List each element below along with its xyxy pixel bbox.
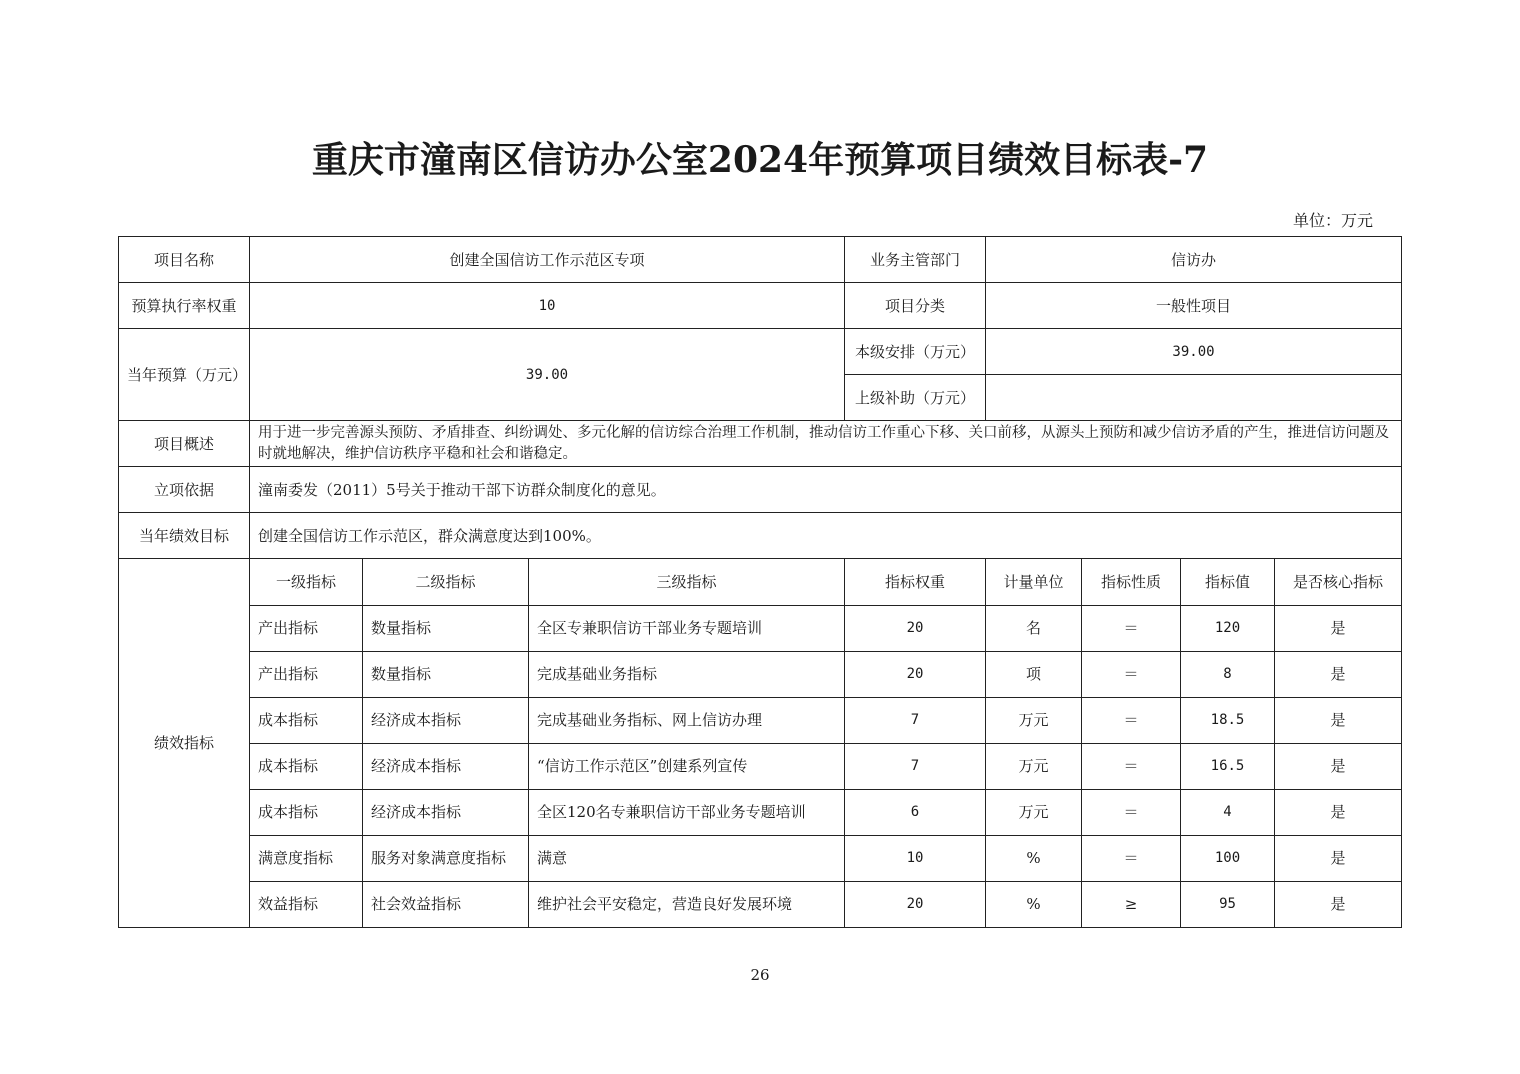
row-project-name xyxy=(119,237,1402,283)
level2-cell: 经济成本指标 xyxy=(363,697,529,743)
exec-weight-label: 预算执行率权重 xyxy=(119,283,250,329)
project-name-value: 创建全国信访工作示范区专项 xyxy=(250,237,845,283)
project-name-label: 项目名称 xyxy=(119,237,250,283)
nature-cell: ＝ xyxy=(1082,651,1181,697)
indicator-row xyxy=(119,605,1402,651)
level3-cell: “信访工作示范区”创建系列宣传 xyxy=(529,743,845,789)
unit-cell: 项 xyxy=(986,651,1082,697)
nature-cell: ≥ xyxy=(1082,881,1181,927)
overview-value: 用于进一步完善源头预防、矛盾排查、纠纷调处、多元化解的信访综合治理工作机制，推动信访工作重心下移、关口前移，从源头上预防和减少信访矛盾的产生，推进信访问题及时就地解决，维护信访秩序平稳和社会和谐稳定。 xyxy=(250,421,1402,467)
indicator-header-row xyxy=(119,559,1402,605)
core-cell: 是 xyxy=(1275,835,1402,881)
header-nature: 指标性质 xyxy=(1082,559,1181,605)
unit-cell: 万元 xyxy=(986,789,1082,835)
local-label: 本级安排（万元） xyxy=(845,329,986,375)
upper-value xyxy=(986,375,1402,421)
row-budget xyxy=(119,329,1402,375)
weight-cell: 20 xyxy=(845,881,986,927)
basis-label: 立项依据 xyxy=(119,467,250,513)
header-level2: 二级指标 xyxy=(363,559,529,605)
weight-cell: 7 xyxy=(845,743,986,789)
level1-cell: 成本指标 xyxy=(250,789,363,835)
indicator-row xyxy=(119,743,1402,789)
performance-table xyxy=(118,236,1402,928)
indicator-row xyxy=(119,881,1402,927)
value-cell: 4 xyxy=(1181,789,1275,835)
value-cell: 95 xyxy=(1181,881,1275,927)
header-unit: 计量单位 xyxy=(986,559,1082,605)
core-cell: 是 xyxy=(1275,743,1402,789)
level2-cell: 经济成本指标 xyxy=(363,789,529,835)
weight-cell: 20 xyxy=(845,651,986,697)
level3-cell: 满意 xyxy=(529,835,845,881)
overview-label: 项目概述 xyxy=(119,421,250,467)
level1-cell: 成本指标 xyxy=(250,743,363,789)
row-basis xyxy=(119,467,1402,513)
unit-label: 单位：万元 xyxy=(1292,211,1373,230)
indicator-row xyxy=(119,789,1402,835)
local-value: 39.00 xyxy=(986,329,1402,375)
value-cell: 120 xyxy=(1181,605,1275,651)
header-level1: 一级指标 xyxy=(250,559,363,605)
value-cell: 100 xyxy=(1181,835,1275,881)
indicators-section-label: 绩效指标 xyxy=(119,559,250,928)
value-cell: 18.5 xyxy=(1181,697,1275,743)
level2-cell: 经济成本指标 xyxy=(363,743,529,789)
indicator-row xyxy=(119,651,1402,697)
indicator-row xyxy=(119,835,1402,881)
goal-label: 当年绩效目标 xyxy=(119,513,250,559)
budget-label: 当年预算（万元） xyxy=(119,329,250,421)
value-cell: 8 xyxy=(1181,651,1275,697)
indicator-row xyxy=(119,697,1402,743)
level1-cell: 产出指标 xyxy=(250,605,363,651)
category-label: 项目分类 xyxy=(845,283,986,329)
level1-cell: 效益指标 xyxy=(250,881,363,927)
level2-cell: 服务对象满意度指标 xyxy=(363,835,529,881)
header-weight: 指标权重 xyxy=(845,559,986,605)
level3-cell: 完成基础业务指标 xyxy=(529,651,845,697)
unit-cell: % xyxy=(986,835,1082,881)
weight-cell: 20 xyxy=(845,605,986,651)
level2-cell: 数量指标 xyxy=(363,605,529,651)
level3-cell: 完成基础业务指标、网上信访办理 xyxy=(529,697,845,743)
level3-cell: 全区专兼职信访干部业务专题培训 xyxy=(529,605,845,651)
weight-cell: 7 xyxy=(845,697,986,743)
level1-cell: 产出指标 xyxy=(250,651,363,697)
core-cell: 是 xyxy=(1275,881,1402,927)
header-value: 指标值 xyxy=(1181,559,1275,605)
row-goal xyxy=(119,513,1402,559)
level2-cell: 社会效益指标 xyxy=(363,881,529,927)
level1-cell: 满意度指标 xyxy=(250,835,363,881)
unit-cell: 万元 xyxy=(986,697,1082,743)
exec-weight-value: 10 xyxy=(250,283,845,329)
category-value: 一般性项目 xyxy=(986,283,1402,329)
row-exec-weight xyxy=(119,283,1402,329)
nature-cell: ＝ xyxy=(1082,835,1181,881)
level2-cell: 数量指标 xyxy=(363,651,529,697)
nature-cell: ＝ xyxy=(1082,789,1181,835)
nature-cell: ＝ xyxy=(1082,743,1181,789)
dept-label: 业务主管部门 xyxy=(845,237,986,283)
header-level3: 三级指标 xyxy=(529,559,845,605)
level3-cell: 全区120名专兼职信访干部业务专题培训 xyxy=(529,789,845,835)
page-number: 26 xyxy=(750,966,770,984)
unit-cell: % xyxy=(986,881,1082,927)
core-cell: 是 xyxy=(1275,789,1402,835)
level1-cell: 成本指标 xyxy=(250,697,363,743)
level3-cell: 维护社会平安稳定，营造良好发展环境 xyxy=(529,881,845,927)
unit-cell: 名 xyxy=(986,605,1082,651)
core-cell: 是 xyxy=(1275,605,1402,651)
upper-label: 上级补助（万元） xyxy=(845,375,986,421)
nature-cell: ＝ xyxy=(1082,605,1181,651)
header-core: 是否核心指标 xyxy=(1275,559,1402,605)
nature-cell: ＝ xyxy=(1082,697,1181,743)
value-cell: 16.5 xyxy=(1181,743,1275,789)
core-cell: 是 xyxy=(1275,697,1402,743)
budget-value: 39.00 xyxy=(250,329,845,421)
basis-value: 潼南委发（2011）5号关于推动干部下访群众制度化的意见。 xyxy=(250,467,1402,513)
row-overview xyxy=(119,421,1402,467)
weight-cell: 10 xyxy=(845,835,986,881)
dept-value: 信访办 xyxy=(986,237,1402,283)
page-title: 重庆市潼南区信访办公室2024年预算项目绩效目标表-7 xyxy=(311,139,1209,181)
unit-cell: 万元 xyxy=(986,743,1082,789)
weight-cell: 6 xyxy=(845,789,986,835)
goal-value: 创建全国信访工作示范区，群众满意度达到100%。 xyxy=(250,513,1402,559)
core-cell: 是 xyxy=(1275,651,1402,697)
